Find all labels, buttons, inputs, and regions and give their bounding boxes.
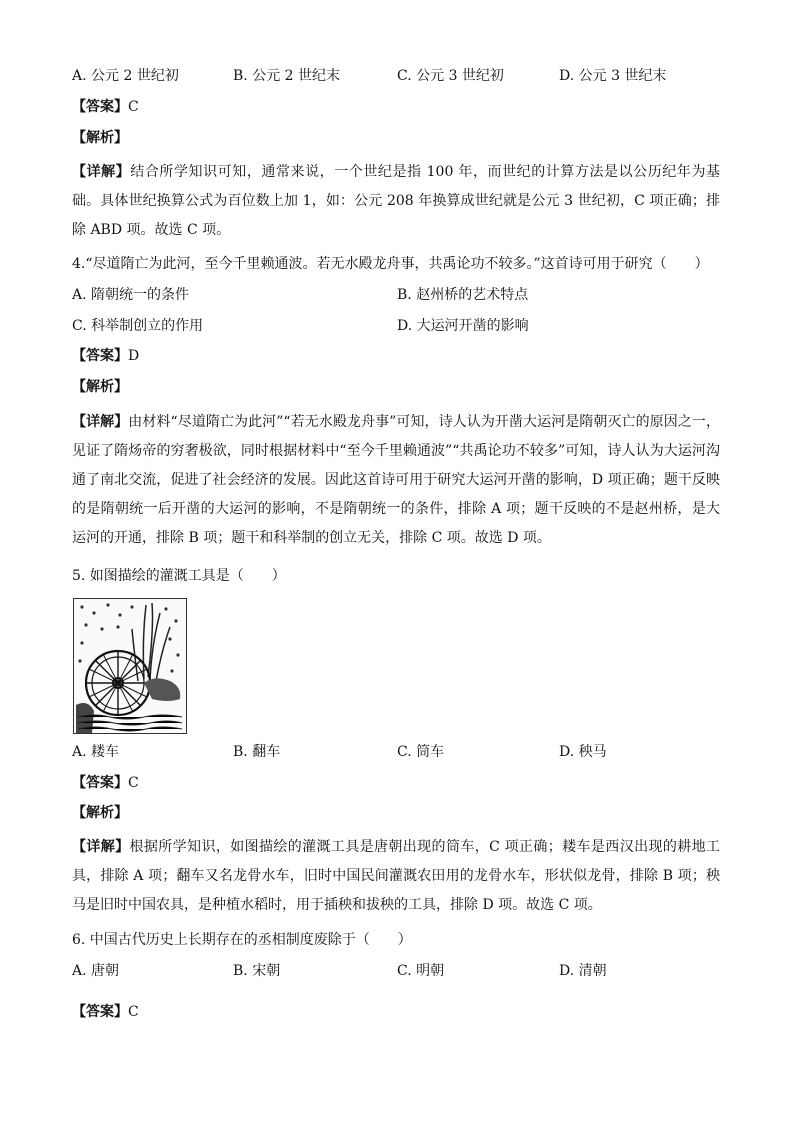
q4-option-c: C. 科举制创立的作用	[72, 318, 204, 334]
q6-option-a: A. 唐朝	[72, 963, 120, 979]
answer-label: 【答案】	[72, 775, 128, 791]
q4-analysis-label: 【解析】	[72, 379, 128, 395]
q4-detail	[72, 408, 720, 553]
q3-option-c: C. 公元 3 世纪初	[397, 68, 504, 84]
answer-value: C	[128, 1004, 139, 1020]
answer-value: D	[128, 348, 140, 364]
q5-option-c: C. 筒车	[397, 744, 445, 760]
q3-answer	[72, 97, 139, 117]
answer-label: 【答案】	[72, 1004, 128, 1020]
detail-text: 结合所学知识可知，通常来说，一个世纪是指 100 年，而世纪的计算方法是以公历纪年为基础。具体世纪换算公式为百位数上加 1，如：公元 208 年换算成世纪就是公元 3 世纪初，C 项正确；排除 ABD 项。故选 C 项。	[72, 164, 721, 238]
q5-answer	[72, 773, 139, 793]
q5-question: 5. 如图描绘的灌溉工具是（ ）	[72, 568, 286, 584]
q4-question: 4.“尽道隋亡为此河，至今千里赖通波。若无水殿龙舟事，共禹论功不较多。”这首诗可用于研究（ ）	[72, 256, 709, 272]
answer-value: C	[128, 99, 139, 115]
q6-option-b: B. 宋朝	[233, 963, 281, 979]
waterwheel-illustration	[74, 599, 186, 733]
q3-option-b: B. 公元 2 世纪末	[233, 68, 340, 84]
q3-option-d: D. 公元 3 世纪末	[559, 68, 667, 84]
q4-option-d: D. 大运河开凿的影响	[397, 318, 529, 334]
q5-detail	[72, 833, 720, 920]
q6-answer	[72, 1002, 139, 1022]
q4-answer	[72, 346, 139, 366]
q5-analysis-label: 【解析】	[72, 805, 128, 821]
q4-option-b: B. 赵州桥的艺术特点	[397, 287, 529, 303]
q5-option-b: B. 翻车	[233, 744, 281, 760]
q5-option-d: D. 秧马	[559, 744, 607, 760]
q3-option-a: A. 公元 2 世纪初	[72, 68, 179, 84]
q6-option-c: C. 明朝	[397, 963, 445, 979]
detail-text: 由材料“尽道隋亡为此河”“若无水殿龙舟事”可知，诗人认为开凿大运河是隋朝灭亡的原因之一，见证了隋炀帝的穷奢极欲，同时根据材料中“至今千里赖通波”“共禹论功不较多”可知，诗人认为大运河沟通了南北交流，促进了社会经济的发展。因此这首诗可用于研究大运河开凿的影响，D 项正确；题干反映的是隋朝统一后开凿的大运河的影响，不是隋朝统一的条件，排除 A 项；题干反映的不是赵州桥，是大运河的开通，排除 B 项；题干和科举制的创立无关，排除 C 项。故选 D 项。	[72, 414, 720, 546]
answer-label: 【答案】	[72, 99, 128, 115]
detail-label: 【详解】	[72, 839, 130, 855]
detail-label: 【详解】	[72, 414, 129, 430]
q6-question: 6. 中国古代历史上长期存在的丞相制度废除于（ ）	[72, 932, 412, 948]
answer-label: 【答案】	[72, 348, 128, 364]
detail-text: 根据所学知识，如图描绘的灌溉工具是唐朝出现的筒车，C 项正确；耧车是西汉出现的耕地工具，排除 A 项；翻车又名龙骨水车，旧时中国民间灌溉农田用的龙骨水车，形状似龙骨，排除 B 项；秧马是旧时中国农具，是种植水稻时，用于插秧和拔秧的工具，排除 D 项。故选 C 项。	[72, 839, 720, 913]
q5-option-a: A. 耧车	[72, 744, 120, 760]
q4-option-a: A. 隋朝统一的条件	[72, 287, 190, 303]
q6-option-d: D. 清朝	[559, 963, 607, 979]
q3-detail	[72, 158, 720, 245]
q3-analysis-label: 【解析】	[72, 130, 128, 146]
detail-label: 【详解】	[72, 164, 131, 180]
waterwheel-figure	[73, 598, 187, 734]
answer-value: C	[128, 775, 139, 791]
